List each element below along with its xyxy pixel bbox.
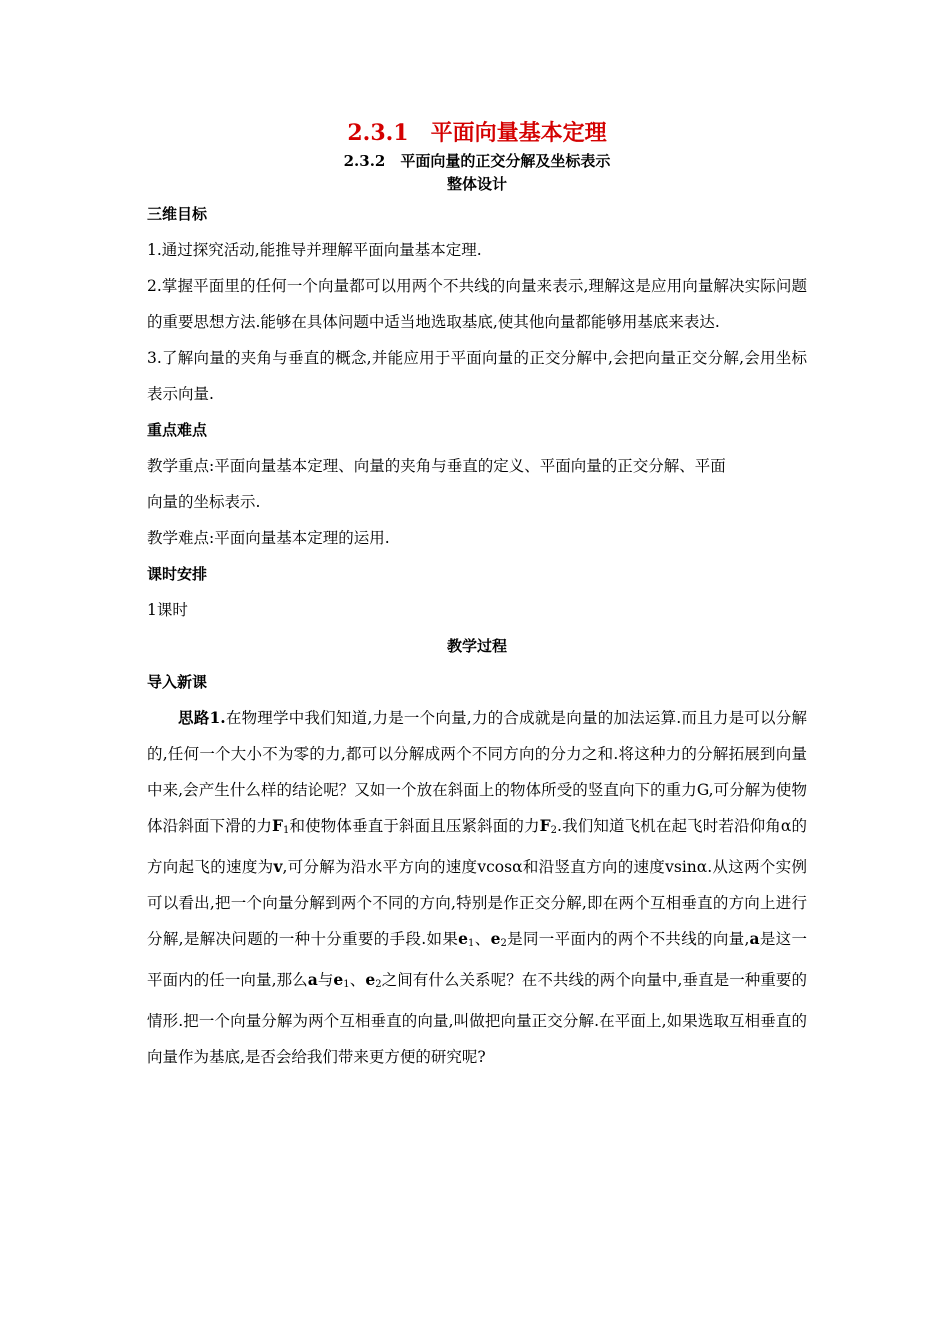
schedule-value: 1课时: [147, 601, 188, 619]
document-content: [147, 118, 807, 1075]
teaching-difficulty: 教学难点:平面向量基本定理的运用.: [147, 529, 390, 547]
intro-heading: 导入新课: [147, 673, 208, 691]
page-subtitle: 2.3.2 平面向量的正交分解及坐标表示: [343, 152, 611, 170]
page-title: 2.3.1 平面向量基本定理: [347, 120, 607, 146]
idea-paragraph: 思路1.在物理学中我们知道,力是一个向量,力的合成就是向量的加法运算.而且力是可以分解的,任何一个大小不为零的力,都可以分解成两个不同方向的分力之和.将这种力的分解拓展到向量中来,会产生什么样的结论呢？又如一个放在斜面上的物体所受的竖直向下的重力G,可分解为使物体沿斜面下滑的力$F_1$和使物体垂直于斜面且压紧斜面的力$F_2$.我们知道飞机在起飞时若沿仰角α的方向起飞的速度为v,可分解为沿水平方向的速度vcosα和沿竖直方向的速度vsinα.从这两个实例可以看出,把一个向量分解到两个不同的方向,特别是作正交分解,即在两个互相垂直的方向上进行分解,是解决问题的一种十分重要的手段.如果$e_1$、$e_2$是同一平面内的两个不共线的向量,a是这一平面内的任一向量,那么a与$e_1$、$e_2$之间有什么关系呢？在不共线的两个向量中,垂直是一种重要的情形.把一个向量分解为两个互相垂直的向量,叫做把向量正交分解.在平面上,如果选取互相垂直的向量作为基底,是否会给我们带来更方便的研究呢?: [147, 708, 807, 1066]
key-points-heading: 重点难点: [147, 421, 208, 439]
idea-label: 思路1.: [178, 708, 226, 727]
overall-design-heading: 整体设计: [446, 175, 507, 193]
teaching-focus-line: 向量的坐标表示.: [147, 493, 261, 511]
schedule-heading: 课时安排: [147, 565, 208, 583]
process-heading: 教学过程: [446, 637, 507, 655]
objective-item: 1.通过探究活动,能推导并理解平面向量基本定理.: [147, 241, 482, 259]
objectives-heading: 三维目标: [147, 205, 208, 223]
objective-item: 3.了解向量的夹角与垂直的概念,并能应用于平面向量的正交分解中,会把向量正交分解,会用坐标表示向量.: [147, 349, 807, 403]
objective-item: 2.掌握平面里的任何一个向量都可以用两个不共线的向量来表示,理解这是应用向量解决实际问题的重要思想方法.能够在具体问题中适当地选取基底,使其他向量都能够用基底来表达.: [147, 277, 807, 331]
teaching-focus-line: 教学重点:平面向量基本定理、向量的夹角与垂直的定义、平面向量的正交分解、平面: [147, 457, 726, 475]
